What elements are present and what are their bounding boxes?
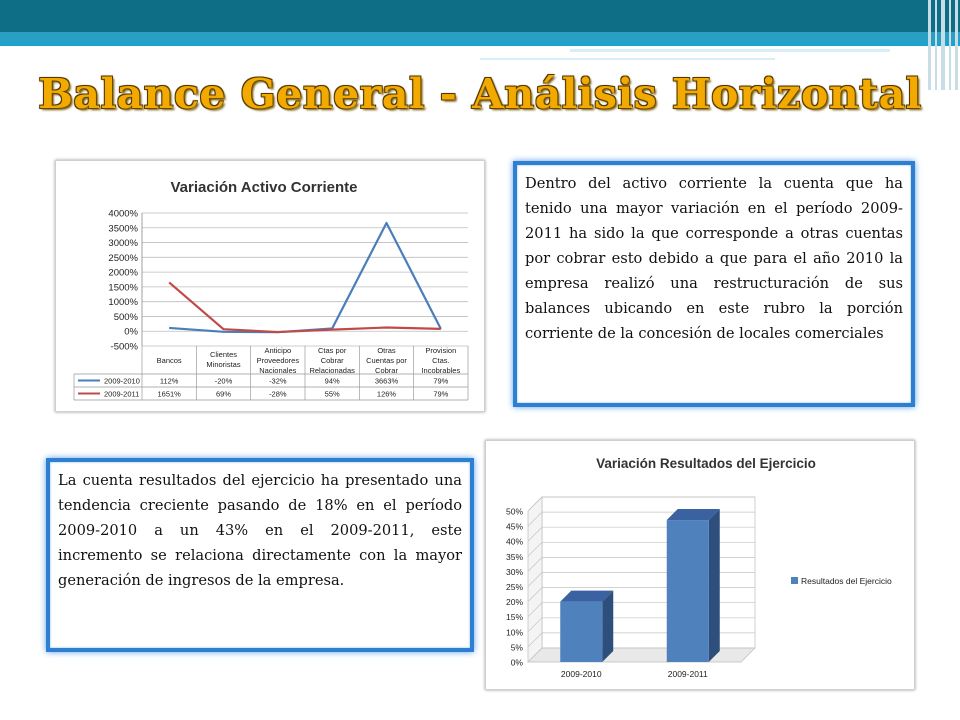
- resultados-explanation: La cuenta resultados del ejercicio ha presentado una tendencia creciente pasando de 18% en el período 2009-2010 a un 43% en el 2009-2011, este incremento se relaciona directamente con la mayor generación de ingresos de la empresa.: [46, 458, 474, 652]
- data-label: -28%: [269, 389, 287, 399]
- y-tick-label: 35%: [505, 551, 523, 562]
- category-label: Cobrar: [320, 356, 344, 365]
- data-label: 126%: [376, 389, 397, 399]
- category-label: Ctas.: [432, 356, 450, 365]
- y-tick-label: 1000%: [108, 297, 138, 309]
- slide-title: Balance General - Análisis Horizontal: [38, 70, 922, 118]
- data-label: -20%: [214, 376, 233, 386]
- y-tick-label: 500%: [113, 311, 138, 323]
- y-tick-label: 3000%: [108, 238, 138, 250]
- category-label: Anticipo: [264, 346, 292, 355]
- data-label: 79%: [433, 376, 449, 386]
- category-label: Bancos: [156, 356, 182, 365]
- legend-key: [791, 577, 798, 584]
- data-label: 3663%: [374, 376, 399, 386]
- y-tick-label: 10%: [505, 627, 523, 638]
- category-label: Proveedores: [256, 356, 300, 365]
- data-label: 79%: [433, 389, 449, 399]
- resultados-chart: [485, 440, 915, 690]
- legend-label: 2009-2010: [104, 376, 140, 386]
- chart-title: Variación Activo Corriente: [170, 179, 358, 196]
- y-tick-label: 2500%: [108, 252, 138, 264]
- legend-label: Resultados del Ejercicio: [801, 576, 892, 586]
- category-label: 2009-2011: [667, 669, 708, 679]
- activo-corriente-chart: [55, 160, 485, 412]
- line-chart-svg: [56, 161, 484, 411]
- data-label: 94%: [324, 376, 340, 386]
- data-label: 69%: [215, 389, 232, 399]
- y-tick-label: 2000%: [108, 267, 138, 279]
- bar-chart-svg: [486, 441, 914, 689]
- category-label: Provision: [425, 346, 457, 355]
- y-tick-label: 25%: [505, 582, 523, 592]
- category-label: Nacionales: [259, 366, 297, 375]
- top-banner: [0, 0, 960, 32]
- y-tick-label: 50%: [505, 506, 523, 517]
- bar-side: [602, 591, 613, 662]
- banner-accent-line: [480, 58, 775, 60]
- bar-side: [709, 509, 720, 662]
- y-tick-label: 3500%: [108, 223, 138, 235]
- category-label: Incobrables: [421, 366, 461, 375]
- y-tick-label: 0%: [510, 657, 523, 668]
- category-label: Minoristas: [206, 360, 241, 369]
- category-label: Cobrar: [375, 366, 398, 375]
- y-tick-label: -500%: [110, 341, 138, 353]
- bar-2009-2010: [560, 602, 602, 662]
- category-label: Clientes: [209, 350, 238, 359]
- y-tick-label: 30%: [505, 566, 523, 577]
- legend-label: 2009-2011: [104, 389, 140, 399]
- banner-band: [0, 32, 960, 42]
- y-tick-label: 45%: [505, 521, 523, 532]
- y-tick-label: 40%: [505, 536, 523, 547]
- category-label: 2009-2010: [560, 669, 602, 679]
- category-label: Ctas por: [317, 346, 347, 355]
- data-label: 55%: [324, 389, 340, 399]
- category-label: Otras: [377, 346, 396, 355]
- data-label: 112%: [159, 376, 179, 386]
- series-line-2009-2010: [169, 223, 441, 332]
- y-tick-label: 20%: [505, 597, 523, 608]
- y-tick-label: 5%: [510, 642, 523, 653]
- y-tick-label: 15%: [505, 612, 523, 623]
- banner-accent-line: [570, 49, 890, 52]
- y-tick-label: 0%: [124, 326, 138, 338]
- banner-line: [0, 42, 960, 46]
- y-tick-label: 1500%: [108, 282, 138, 294]
- data-label: -32%: [269, 376, 287, 386]
- category-label: Relacionadas: [309, 366, 355, 375]
- data-label: 1651%: [157, 389, 181, 399]
- bar-2009-2011: [667, 520, 709, 662]
- activo-corriente-explanation: Dentro del activo corriente la cuenta que ha tenido una mayor variación en el período 2009-2011 ha sido la que corresponde a otras cuentas por cobrar esto debido a que para el año 2010 la empresa realizó una restructuración de sus balances ubicando en este rubro la porción corriente de la concesión de locales comerciales: [513, 161, 915, 407]
- y-tick-label: 4000%: [108, 208, 138, 220]
- category-label: Cuentas por: [366, 356, 407, 365]
- series-line-2009-2011: [169, 282, 441, 332]
- chart-title: Variación Resultados del Ejercicio: [596, 456, 816, 471]
